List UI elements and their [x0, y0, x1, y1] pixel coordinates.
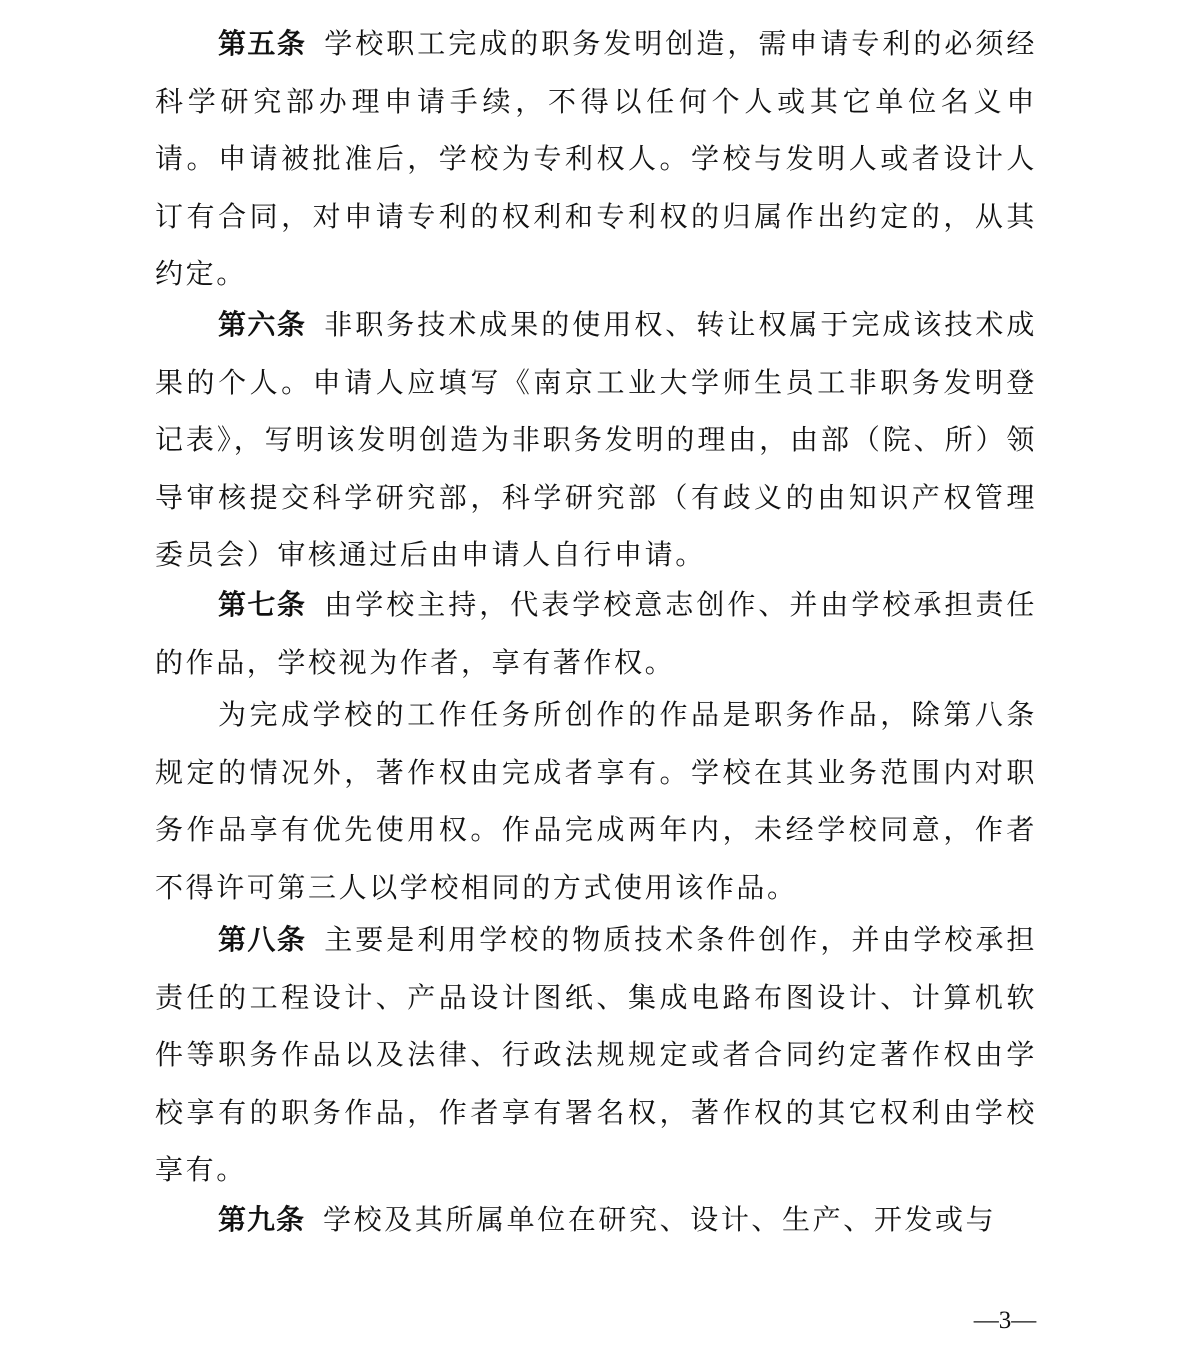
article-6 [155, 296, 1037, 584]
article-5 [155, 15, 1037, 303]
article-label: 第五条 [218, 27, 307, 60]
article-text: 学校职工完成的职务发明创造，需申请专利的必须经科学研究部办理申请手续，不得以任何个人或其它单位名义申请。申请被批准后，学校为专利权人。学校与发明人或者设计人订有合同，对申请专利的权利和专利权的归属作出约定的，从其约定。 [155, 27, 1037, 290]
article-label: 第六条 [218, 308, 307, 341]
article-text: 为完成学校的工作任务所创作的作品是职务作品，除第八条规定的情况外，著作权由完成者享有。学校在其业务范围内对职务作品享有优先使用权。作品完成两年内，未经学校同意，作者不得许可第三人以学校相同的方式使用该作品。 [155, 698, 1037, 904]
article-7 [155, 576, 1037, 691]
article-text: 学校及其所属单位在研究、设计、生产、开发或与 [323, 1203, 997, 1236]
article-label: 第九条 [218, 1203, 306, 1236]
article-9 [155, 1191, 1037, 1249]
article-text: 主要是利用学校的物质技术条件创作，并由学校承担责任的工程设计、产品设计图纸、集成电路布图设计、计算机软件等职务作品以及法律、行政法规规定或者合同约定著作权由学校享有的职务作品，作者享有署名权，著作权的其它权利由学校享有。 [155, 923, 1037, 1186]
article-7-continuation [155, 686, 1037, 916]
article-text: 由学校主持，代表学校意志创作、并由学校承担责任的作品，学校视为作者，享有著作权。 [155, 588, 1037, 679]
page-number: —3— [973, 1307, 1037, 1334]
article-text: 非职务技术成果的使用权、转让权属于完成该技术成果的个人。申请人应填写《南京工业大学师生员工非职务发明登记表》，写明该发明创造为非职务发明的理由，由部（院、所）领导审核提交科学研究部，科学研究部（有歧义的由知识产权管理委员会）审核通过后由申请人自行申请。 [155, 308, 1037, 571]
article-label: 第八条 [218, 923, 307, 956]
article-8 [155, 911, 1037, 1199]
article-label: 第七条 [218, 588, 307, 621]
